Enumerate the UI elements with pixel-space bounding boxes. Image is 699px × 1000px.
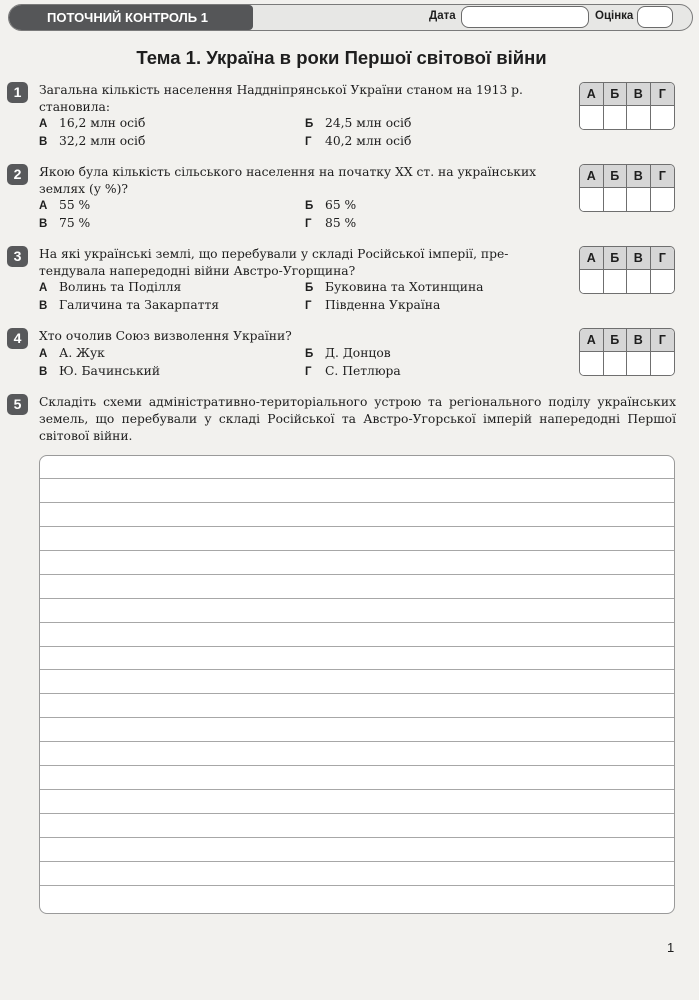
answer-line	[40, 526, 674, 527]
option-g[interactable]: Г Південна Україна	[305, 298, 441, 312]
answer-cell[interactable]	[627, 270, 651, 293]
option-g[interactable]: Г С. Петлюра	[305, 364, 401, 378]
date-field[interactable]	[461, 6, 589, 28]
answer-cell[interactable]	[627, 188, 651, 211]
option-b[interactable]: Б 24,5 млн осіб	[305, 116, 412, 130]
answer-line	[40, 717, 674, 718]
question-number: 4	[7, 328, 28, 349]
page-number: 1	[667, 940, 675, 955]
answer-cell[interactable]	[604, 270, 628, 293]
option-v[interactable]: В Ю. Бачинський	[39, 364, 161, 378]
answer-cell[interactable]	[604, 188, 628, 211]
answer-cell[interactable]	[580, 188, 604, 211]
answer-line	[40, 502, 674, 503]
answer-line	[40, 598, 674, 599]
answer-line	[40, 574, 674, 575]
answer-line	[40, 741, 674, 742]
answer-line	[40, 622, 674, 623]
option-v[interactable]: В Галичина та Закарпаття	[39, 298, 220, 312]
answer-header: Б	[604, 165, 628, 188]
question-text: На які українські землі, що перебували у складі Російської імперії, претендувала напередодні війни Австро-Угорщина?	[39, 247, 509, 278]
question-text: Складіть схеми адміністративно-територіального устрою та регіонального поділу українських земель, що перебували у складі Російської та Австро-Угорської імперій напередодні Першої світової війни.	[39, 395, 676, 443]
answer-header: Б	[604, 329, 628, 352]
option-g[interactable]: Г 40,2 млн осіб	[305, 134, 412, 148]
answer-line	[40, 550, 674, 551]
question-number: 2	[7, 164, 28, 185]
answer-line	[40, 789, 674, 790]
option-a[interactable]: А 16,2 млн осіб	[39, 116, 146, 130]
answer-grid	[579, 246, 675, 294]
answer-line	[40, 885, 674, 886]
page-title: Тема 1. Україна в роки Першої світової війни	[136, 47, 547, 68]
header-bar	[8, 4, 693, 31]
question-number: 5	[7, 394, 28, 415]
option-g[interactable]: Г 85 %	[305, 216, 357, 230]
question-number: 3	[7, 246, 28, 267]
question-number: 1	[7, 82, 28, 103]
option-b[interactable]: Б 65 %	[305, 198, 357, 212]
option-a[interactable]: А 55 %	[39, 198, 91, 212]
question-text: Загальна кількість населення Наддніпрянської України станом на 1913 р. становила:	[39, 83, 523, 114]
answer-cell[interactable]	[580, 352, 604, 375]
answer-grid	[579, 82, 675, 130]
answer-header: В	[627, 165, 651, 188]
answer-header: Б	[604, 247, 628, 270]
answer-cell[interactable]	[651, 352, 675, 375]
control-label: ПОТОЧНИЙ КОНТРОЛЬ 1	[9, 5, 253, 30]
answer-grid	[579, 328, 675, 376]
answer-header: А	[580, 247, 604, 270]
grade-label: Оцінка	[595, 10, 634, 22]
answer-header: Г	[651, 83, 675, 106]
answer-header: В	[627, 247, 651, 270]
answer-header: Г	[651, 165, 675, 188]
answer-header: Г	[651, 247, 675, 270]
answer-cell[interactable]	[580, 270, 604, 293]
answer-header: А	[580, 83, 604, 106]
answer-grid	[579, 164, 675, 212]
answer-header: А	[580, 329, 604, 352]
answer-line	[40, 669, 674, 670]
option-b[interactable]: Б Д. Донцов	[305, 346, 391, 360]
option-v[interactable]: В 32,2 млн осіб	[39, 134, 146, 148]
answer-cell[interactable]	[651, 270, 675, 293]
answer-cell[interactable]	[627, 352, 651, 375]
answer-lines-area[interactable]	[39, 455, 675, 914]
option-b[interactable]: Б Буковина та Хотинщина	[305, 280, 484, 294]
grade-field[interactable]	[637, 6, 673, 28]
answer-line	[40, 693, 674, 694]
answer-cell[interactable]	[651, 188, 675, 211]
answer-cell[interactable]	[604, 352, 628, 375]
answer-cell[interactable]	[604, 106, 628, 129]
question-text: Хто очолив Союз визволення України?	[39, 329, 292, 343]
answer-line	[40, 861, 674, 862]
option-a[interactable]: А Волинь та Поділля	[39, 280, 182, 294]
answer-header: Г	[651, 329, 675, 352]
answer-cell[interactable]	[627, 106, 651, 129]
answer-header: В	[627, 329, 651, 352]
answer-cell[interactable]	[580, 106, 604, 129]
option-v[interactable]: В 75 %	[39, 216, 91, 230]
answer-header: В	[627, 83, 651, 106]
answer-cell[interactable]	[651, 106, 675, 129]
answer-line	[40, 837, 674, 838]
answer-header: Б	[604, 83, 628, 106]
answer-line	[40, 813, 674, 814]
answer-line	[40, 478, 674, 479]
answer-line	[40, 646, 674, 647]
option-a[interactable]: А А. Жук	[39, 346, 105, 360]
date-label: Дата	[429, 10, 456, 22]
question-text: Якою була кількість сільського населення на початку XX ст. на українських землях (у %)?	[39, 165, 537, 196]
answer-header: А	[580, 165, 604, 188]
answer-line	[40, 765, 674, 766]
